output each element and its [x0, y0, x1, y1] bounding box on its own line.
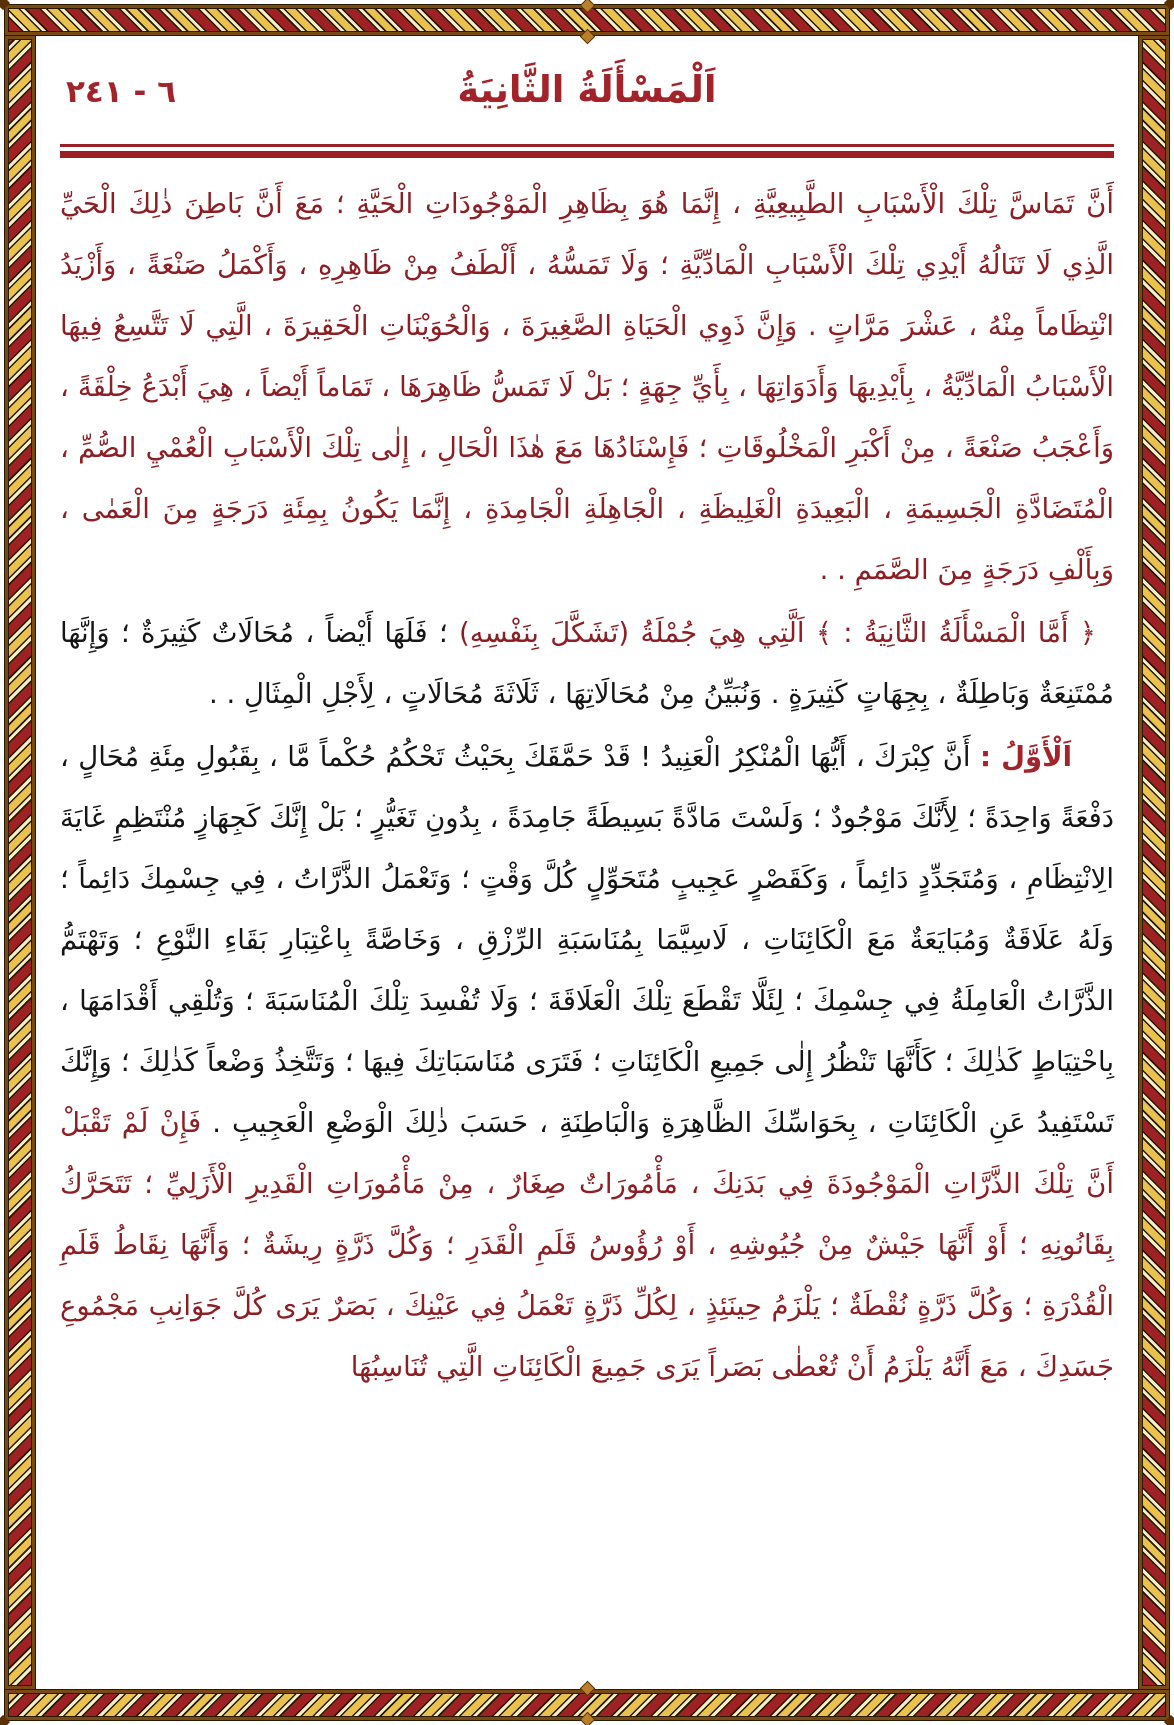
paragraph-second-issue — [60, 603, 1114, 725]
header-divider — [60, 144, 1114, 158]
page-number: ٦ - ٢٤١ — [66, 74, 177, 110]
paragraph-natural-causes — [60, 174, 1114, 601]
text-segment: أَنَّ تَمَاسَّ تِلْكَ الْأَسْبَابِ الطَّبِيعِيَّةِ ، إِنَّمَا هُوَ بِظَاهِرِ الْمَوْجُودَاتِ الْحَيَّةِ ؛ مَعَ أَنَّ بَاطِنَ ذٰلِكَ الْحَيِّ الَّذِي لَا تَنَالُهُ أَيْدِي تِلْكَ الْأَسْبَابِ الْمَادِّيَّةِ ؛ وَلَا تَمَسُّهُ ، أَلْطَفُ مِنْ ظَاهِرِهِ ، وَأَكْمَلُ صَنْعَةً ، وَأَزْيَدُ انْتِظَاماً مِنْهُ ، عَشْرَ مَرَّاتٍ . وَإِنَّ ذَوِي الْحَيَاةِ الصَّغِيرَةَ ، وَالْحُوَيْنَاتِ الْحَقِيرَةَ ، الَّتِي لَا تَتَّسِعُ فِيهَا الْأَسْبَابُ الْمَادِّيَّةُ ، بِأَيْدِيهَا وَأَدَوَاتِهَا ، بِأَيِّ جِهَةٍ ؛ بَلْ لَا تَمَسُّ ظَاهِرَهَا ، تَمَاماً أَيْضاً ، هِيَ أَبْدَعُ خِلْقَةً ، وَأَعْجَبُ صَنْعَةً ، مِنْ أَكْبَرِ الْمَخْلُوقَاتِ ؛ فَإِسْنَادُهَا مَعَ هٰذَا الْحَالِ ، إِلٰى تِلْكَ الْأَسْبَابِ الْعُمْيِ الصُّمِّ ، الْمُتَضَادَّةِ الْجَسِيمَةِ ، الْبَعِيدَةِ الْغَلِيظَةِ ، الْجَاهِلَةِ الْجَامِدَةِ ، إِنَّمَا يَكُونُ بِمِئَةِ دَرَجَةٍ مِنَ الْعَمٰى ، وَبِأَلْفِ دَرَجَةٍ مِنَ الصَّمَمِ . . — [60, 188, 1114, 586]
text-segment: ؛ فَلَهَا أَيْضاً ، مُحَالَاتٌ كَثِيرَةٌ ؛ وَإِنَّهَا مُمْتَنِعَةٌ وَبَاطِلَةٌ ، بِجِهَاتٍ كَثِيرَةٍ . وَنُبَيِّنُ مِنْ مُحَالَاتِهَا ، ثَلَاثَةَ مُحَالَاتٍ ، لِأَجْلِ الْمِثَالِ . . — [60, 617, 1114, 710]
text-segment: فَإِنْ لَمْ تَقْبَلْ أَنَّ تِلْكَ الذَّرَّاتِ الْمَوْجُودَةَ فِي بَدَنِكَ ، مَأْمُورَاتٌ صِغَارٌ ، مِنْ مَأْمُورَاتِ الْقَدِيرِ الْأَزَلِيِّ ؛ تَتَحَرَّكُ بِقَانُونِهِ ؛ أَوْ أَنَّهَا جَيْشٌ مِنْ جُيُوشِهِ ، أَوْ رُؤُوسُ قَلَمِ الْقَدَرِ ؛ وَكُلَّ ذَرَّةٍ رِيشَةٌ ؛ وَأَنَّهَا نِقَاطُ قَلَمِ الْقُدْرَةِ ؛ وَكُلَّ ذَرَّةٍ نُقْطَةٌ ؛ يَلْزَمُ حِينَئِذٍ ، لِكُلِّ ذَرَّةٍ تَعْمَلُ فِي عَيْنِكَ ، بَصَرٌ يَرَى كُلَّ جَوَانِبِ مَجْمُوعِ جَسَدِكَ ، مَعَ أَنَّهُ يَلْزَمُ أَنْ تُعْطٰى بَصَراً يَرَى جَمِيعَ الْكَائِنَاتِ الَّتِي تُنَاسِبُهَا — [60, 1107, 1114, 1383]
divider-thick-line — [60, 151, 1114, 158]
frame-border-right — [1138, 35, 1170, 1690]
text-segment: أَنَّ كِبْرَكَ ، أَيُّهَا الْمُنْكِرُ الْعَنِيدُ ! قَدْ حَمَّقَكَ بِحَيْثُ تَحْكُمُ حُكْماً مَّا ، بِقَبُولِ مِئَةِ مُحَالٍ ، دَفْعَةً وَاحِدَةً ؛ لِأَنَّكَ مَوْجُودٌ ؛ وَلَسْتَ مَادَّةً بَسِيطَةً جَامِدَةً ، بِدُونِ تَغَيُّرٍ ؛ بَلْ إِنَّكَ كَجِهَازٍ مُنْتَظِمٍ غَايَةَ الِانْتِظَامِ ، وَمُتَجَدِّدٍ دَائِماً ، وَكَقَصْرٍ عَجِيبٍ مُتَحَوِّلٍ كُلَّ وَقْتٍ ؛ وَتَعْمَلُ الذَّرَّاتُ ، فِي جِسْمِكَ دَائِماً ؛ وَلَهُ عَلَاقَةٌ وَمُبَايَعَةٌ مَعَ الْكَائِنَاتِ ، لَاسِيَّمَا بِمُنَاسَبَةِ الرِّزْقِ ، وَخَاصَّةً بِاعْتِبَارِ بَقَاءِ النَّوْعِ ؛ وَتَهْتَمُّ الذَّرَّاتُ الْعَامِلَةُ فِي جِسْمِكَ ؛ لِئَلَّا تَقْطَعَ تِلْكَ الْعَلَاقَةَ ؛ وَلَا تُفْسِدَ تِلْكَ الْمُنَاسَبَةَ ؛ وَتُلْقِي أَقْدَامَهَا ، بِاحْتِيَاطٍ كَذٰلِكَ ؛ كَأَنَّهَا تَنْظُرُ إِلٰى جَمِيعِ الْكَائِنَاتِ ؛ فَتَرَى مُنَاسَبَاتِكَ فِيهَا ؛ وَتَتَّخِذُ وَضْعاً كَذٰلِكَ ؛ وَإِنَّكَ تَسْتَفِيدُ عَنِ الْكَائِنَاتِ ، بِحَوَاسِّكَ الظَّاهِرَةِ وَالْبَاطِنَةِ ، حَسَبَ ذٰلِكَ الْوَضْعِ الْعَجِيبِ . — [60, 741, 1114, 1139]
paragraph-first-impossibility — [60, 727, 1114, 1398]
page-title: اَلْمَسْأَلَةُ الثَّانِيَةُ — [457, 68, 717, 111]
page-content — [60, 46, 1114, 1681]
frame-border-left — [4, 35, 36, 1690]
text-segment: اَلْأَوَّلُ : — [979, 741, 1072, 773]
chain-pattern-left — [8, 39, 32, 1686]
body-text — [60, 174, 1114, 1398]
text-segment: ﴿ أَمَّا الْمَسْأَلَةُ الثَّانِيَةُ : ﴾ اَلَّتِي هِيَ جُمْلَةُ (تَشَكَّلَ بِنَفْسِهِ) — [459, 617, 1096, 649]
page-header — [60, 46, 1114, 134]
chain-pattern-right — [1142, 39, 1166, 1686]
